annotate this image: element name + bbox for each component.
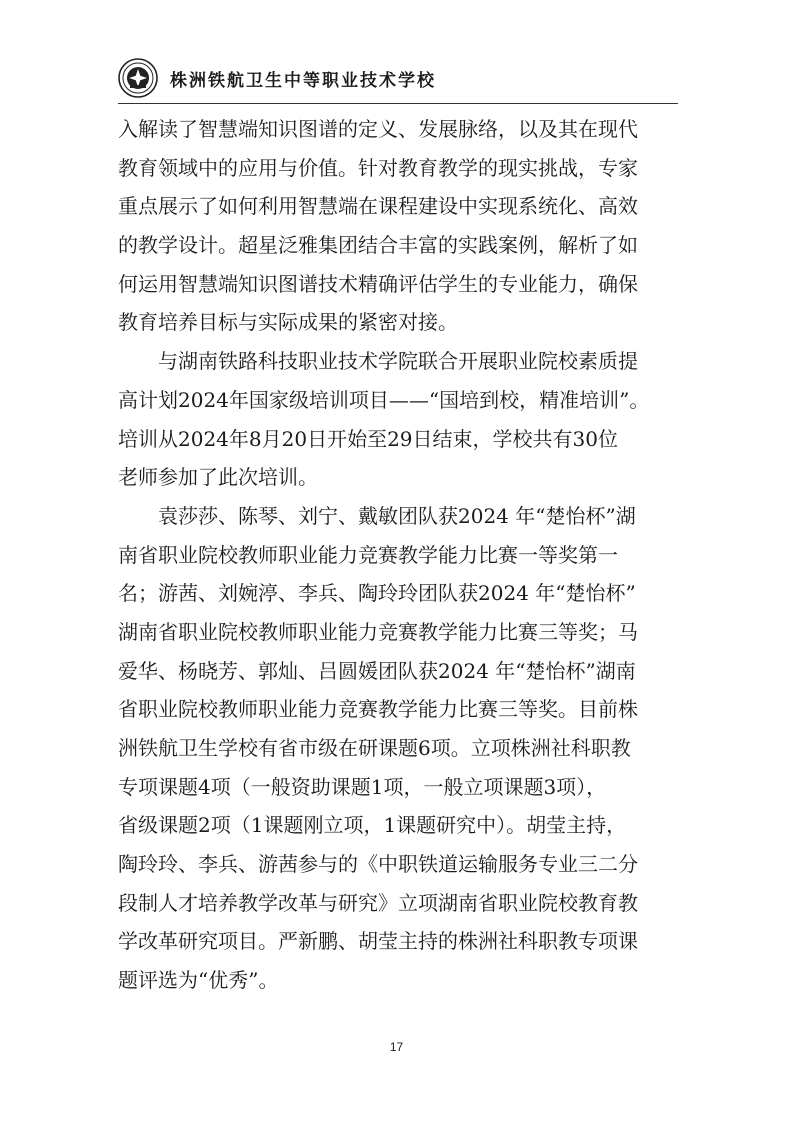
text-line: 与湖南铁路科技职业技术学院联合开展职业院校素质提 (118, 349, 638, 374)
text-line: 湖南省职业院校教师职业能力竞赛教学能力比赛三等奖；马 (118, 619, 638, 644)
school-emblem-icon (118, 58, 158, 98)
text-line: 老师参加了此次培训。 (118, 465, 318, 490)
text-line: 陶玲玲、李兵、游茜参与的《中职铁道运输服务专业三二分 (118, 852, 638, 877)
text-line: 题评选为“优秀”。 (118, 968, 279, 993)
text-line: 洲铁航卫生学校有省市级在研课题6项。立项株洲社科职教 (118, 736, 631, 760)
text-line: 重点展示了如何利用智慧端在课程建设中实现系统化、高效 (118, 194, 638, 219)
text-line: 袁莎莎、陈琴、刘宁、戴敏团队获2024 年“楚怡杯”湖 (118, 503, 636, 528)
text-line: 入解读了智慧端知识图谱的定义、发展脉络，以及其在现代 (118, 117, 638, 141)
text-line: 专项课题4项（一般资助课题1项，一般立项课题3项）， (118, 774, 607, 799)
text-line: 爱华、杨晓芳、郭灿、吕圆媛团队获2024 年“楚怡杯”湖南 (118, 658, 636, 683)
page-number: 17 (389, 1040, 404, 1054)
text-line: 省级课题2项（1课题刚立项，1课题研究中）。胡莹主持， (118, 813, 627, 838)
text-line: 培训从2024年8月20日开始至29日结束，学校共有30位 (118, 426, 618, 451)
header-divider (118, 103, 678, 104)
text-line: 名；游茜、刘婉渟、李兵、陶玲玲团队获2024 年“楚怡杯” (118, 581, 636, 606)
text-line: 南省职业院校教师职业能力竞赛教学能力比赛一等奖第一 (118, 542, 618, 567)
body-text (118, 110, 678, 1000)
text-line: 的教学设计。超星泛雅集团结合丰富的实践案例，解析了如 (118, 233, 638, 258)
text-line: 省职业院校教师职业能力竞赛教学能力比赛三等奖。目前株 (118, 697, 638, 722)
text-line: 何运用智慧端知识图谱技术精确评估学生的专业能力，确保 (118, 271, 638, 296)
text-line: 学改革研究项目。严新鹏、胡莹主持的株洲社科职教专项课 (118, 929, 638, 954)
text-line: 段制人才培养教学改革与研究》立项湖南省职业院校教育教 (118, 890, 638, 915)
text-line: 高计划2024年国家级培训项目——“国培到校，精准培训”。 (118, 387, 650, 412)
page-header (118, 56, 678, 100)
school-name: 株洲铁航卫生中等职业技术学校 (170, 70, 436, 91)
text-line: 教育培养目标与实际成果的紧密对接。 (118, 310, 458, 335)
text-line: 教育领域中的应用与价值。针对教育教学的现实挑战，专家 (118, 155, 638, 180)
